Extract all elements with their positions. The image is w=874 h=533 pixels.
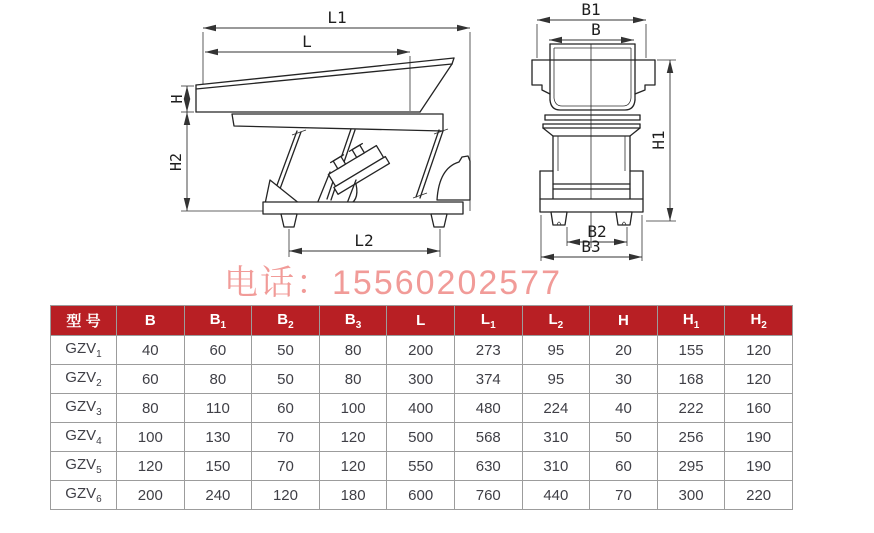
value-cell: 120 — [117, 452, 185, 481]
value-cell: 110 — [184, 394, 252, 423]
front-view-drawing — [532, 0, 676, 261]
dim-label-b3: B3 — [581, 237, 601, 256]
value-cell: 80 — [319, 336, 387, 365]
table-body — [51, 336, 793, 510]
value-cell: 300 — [387, 365, 455, 394]
value-cell: 50 — [252, 336, 320, 365]
header-cell: $H_2$ — [725, 306, 793, 336]
value-cell: 60 — [590, 452, 658, 481]
value-cell: 295 — [657, 452, 725, 481]
dim-label-b2: B2 — [587, 222, 607, 241]
header-cell: L — [387, 306, 455, 336]
value-cell: 480 — [454, 394, 522, 423]
value-cell: 100 — [319, 394, 387, 423]
dim-label-h2: H2 — [167, 152, 185, 172]
value-cell: 600 — [387, 481, 455, 510]
value-cell: 550 — [387, 452, 455, 481]
model-cell: $GZV_5$ — [51, 452, 117, 481]
value-cell: 190 — [725, 452, 793, 481]
value-cell: 240 — [184, 481, 252, 510]
value-cell: 80 — [117, 394, 185, 423]
table-row — [51, 394, 793, 423]
value-cell: 400 — [387, 394, 455, 423]
value-cell: 130 — [184, 423, 252, 452]
table-row — [51, 452, 793, 481]
value-cell: 40 — [117, 336, 185, 365]
table-header-row — [51, 306, 793, 336]
value-cell: 256 — [657, 423, 725, 452]
value-cell: 100 — [117, 423, 185, 452]
value-cell: 168 — [657, 365, 725, 394]
phone-number: 电话：15560202577 — [224, 264, 563, 302]
table-row — [51, 423, 793, 452]
dim-label-b: B — [591, 20, 601, 39]
value-cell: 273 — [454, 336, 522, 365]
value-cell: 80 — [184, 365, 252, 394]
value-cell: 40 — [590, 394, 658, 423]
value-cell: 440 — [522, 481, 590, 510]
value-cell: 200 — [387, 336, 455, 365]
model-cell: $GZV_6$ — [51, 481, 117, 510]
model-cell: $GZV_3$ — [51, 394, 117, 423]
value-cell: 120 — [252, 481, 320, 510]
value-cell: 220 — [725, 481, 793, 510]
value-cell: 200 — [117, 481, 185, 510]
value-cell: 180 — [319, 481, 387, 510]
header-cell: $L_2$ — [522, 306, 590, 336]
value-cell: 300 — [657, 481, 725, 510]
spec-table — [50, 305, 793, 510]
value-cell: 30 — [590, 365, 658, 394]
value-cell: 224 — [522, 394, 590, 423]
value-cell: 70 — [252, 452, 320, 481]
side-view-drawing — [167, 8, 470, 257]
value-cell: 630 — [454, 452, 522, 481]
value-cell: 60 — [117, 365, 185, 394]
header-cell: $B_3$ — [319, 306, 387, 336]
header-cell: $L_1$ — [454, 306, 522, 336]
value-cell: 20 — [590, 336, 658, 365]
table-row — [51, 365, 793, 394]
value-cell: 80 — [319, 365, 387, 394]
table-row — [51, 481, 793, 510]
value-cell: 120 — [725, 365, 793, 394]
value-cell: 500 — [387, 423, 455, 452]
header-cell: $H_1$ — [657, 306, 725, 336]
header-cell: H — [590, 306, 658, 336]
value-cell: 150 — [184, 452, 252, 481]
value-cell: 310 — [522, 423, 590, 452]
header-cell: $B_2$ — [252, 306, 320, 336]
value-cell: 120 — [319, 423, 387, 452]
value-cell: 95 — [522, 336, 590, 365]
dim-label-l1: L1 — [327, 8, 347, 27]
dim-label-h: H — [168, 94, 186, 104]
model-cell: $GZV_4$ — [51, 423, 117, 452]
value-cell: 190 — [725, 423, 793, 452]
value-cell: 95 — [522, 365, 590, 394]
value-cell: 50 — [252, 365, 320, 394]
value-cell: 222 — [657, 394, 725, 423]
value-cell: 70 — [252, 423, 320, 452]
value-cell: 155 — [657, 336, 725, 365]
dim-label-h1: H1 — [649, 130, 668, 150]
value-cell: 120 — [725, 336, 793, 365]
dim-label-l: L — [302, 32, 312, 51]
model-cell: $GZV_1$ — [51, 336, 117, 365]
header-cell: 型 号 — [51, 306, 117, 336]
header-cell: $B_1$ — [184, 306, 252, 336]
value-cell: 50 — [590, 423, 658, 452]
header-cell: B — [117, 306, 185, 336]
value-cell: 60 — [184, 336, 252, 365]
model-cell: $GZV_2$ — [51, 365, 117, 394]
value-cell: 60 — [252, 394, 320, 423]
value-cell: 760 — [454, 481, 522, 510]
value-cell: 120 — [319, 452, 387, 481]
value-cell: 160 — [725, 394, 793, 423]
value-cell: 310 — [522, 452, 590, 481]
value-cell: 568 — [454, 423, 522, 452]
value-cell: 374 — [454, 365, 522, 394]
dim-label-l2: L2 — [354, 231, 374, 250]
dim-label-b1: B1 — [581, 0, 601, 19]
value-cell: 70 — [590, 481, 658, 510]
table-row — [51, 336, 793, 365]
